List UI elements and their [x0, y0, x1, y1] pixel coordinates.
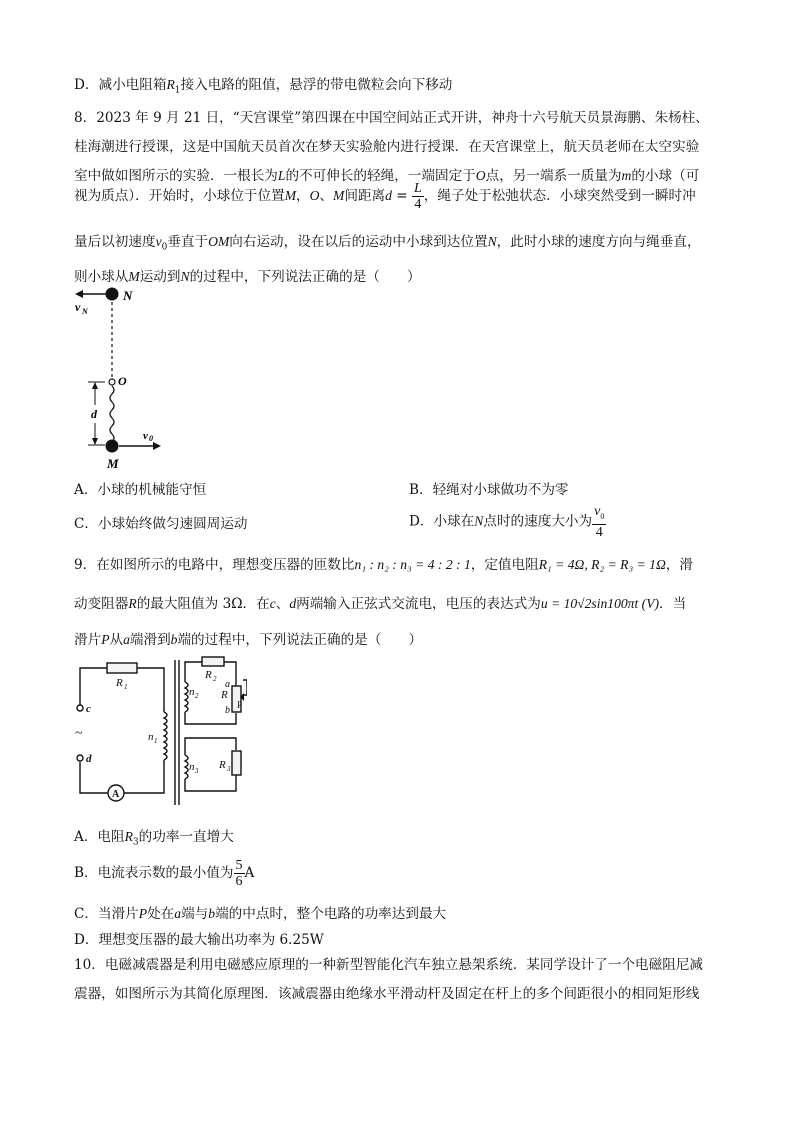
svg-text:2: 2	[213, 675, 217, 683]
svg-text:2: 2	[195, 692, 199, 700]
q9-option-b[interactable]: B．电流表示数的最小值为 $\frac{5}{6}$ A	[74, 858, 255, 889]
ball-m	[106, 440, 119, 453]
ball-n	[106, 288, 119, 301]
d-label: d	[91, 407, 97, 421]
q8-line1: 8．2023 年 9 月 21 日，“天宫课堂”第四课在中国空间站正式开讲，神舟十六号航天员景海鹏、朱杨柱、	[74, 110, 709, 126]
q9-circuit-figure	[72, 650, 247, 810]
r1-resistor	[107, 663, 137, 673]
svg-text:3: 3	[227, 765, 231, 773]
slack-rope	[110, 386, 114, 442]
q8-option-d[interactable]: D．小球在N点时的速度大小为 $\frac{v_0}{4}$	[409, 504, 605, 540]
q8-option-b[interactable]: B．轻绳对小球做功不为零	[409, 482, 569, 498]
q8-line6: 则小球从M运动到N的过程中，下列说法正确的是（ ）	[74, 269, 421, 285]
point-o	[109, 379, 115, 385]
svg-text:A: A	[112, 789, 120, 800]
d-label: d	[86, 753, 92, 765]
n3-label: n	[189, 761, 195, 773]
n-label: N	[123, 288, 133, 303]
r1-label: R	[116, 677, 123, 689]
svg-text:N: N	[82, 307, 88, 316]
q9-option-c[interactable]: C．当滑片P处在a端与b端的中点时，整个电路的功率达到最大	[74, 906, 447, 922]
q9-line2: 动变阻器R的最大阻值为 3Ω．在c、d两端输入正弦式交流电，电压的表达式为u = 10√2sin100πt (V)．当	[74, 596, 687, 612]
ac-source-symbol: ~	[75, 726, 83, 741]
q8-option-c[interactable]: C．小球始终做匀速圆周运动	[74, 516, 248, 532]
n3-coil	[185, 755, 188, 779]
v0-label: v	[143, 430, 148, 442]
n1-coil	[164, 712, 167, 760]
q9-line1: 9．在如图所示的电路中，理想变压器的匝数比n₁ : n₂ : n₃ = 4 : 2 : 1，定值电阻R₁ = 4Ω, R₂ = R₃ = 1Ω，滑	[74, 557, 693, 573]
q8-line3: 室中做如图所示的实验．一根长为L的不可伸长的轻绳，一端固定于O点，另一端系一质量为m的小球（可	[74, 168, 700, 184]
r-label: R	[221, 689, 228, 701]
q10-line1: 10．电磁减震器是利用电磁感应原理的一种新型智能化汽车独立悬架系统．某同学设计了一个电磁阻尼减	[74, 957, 704, 973]
vn-label: v	[75, 300, 81, 314]
svg-text:1: 1	[154, 737, 158, 745]
r1-symbol: R	[166, 77, 175, 92]
q9-option-d[interactable]: D．理想变压器的最大输出功率为 6.25W	[74, 932, 324, 948]
q9-option-a[interactable]: A．电阻$R_3$的功率一直增大	[74, 829, 234, 848]
svg-text:1: 1	[124, 683, 128, 691]
svg-text:a: a	[225, 679, 230, 690]
n2-coil	[185, 682, 188, 712]
q10-line2: 震器，如图所示为其简化原理图．该减震器由绝缘水平滑动杆及固定在杆上的多个间距很小的相同矩形线	[74, 986, 700, 1002]
n2-label: n	[189, 686, 195, 698]
o-label: O	[118, 374, 127, 388]
r1-sub: 1	[174, 85, 181, 96]
r2-resistor	[202, 657, 224, 666]
q8-line4: 视为质点）．开始时，小球位于位置M，O、M间距离d = $\frac{L}{4}$ ，绳子处于松弛状态．小球突然受到一瞬时冲	[74, 181, 696, 212]
n1-label: n	[148, 731, 154, 743]
r3-resistor	[232, 751, 241, 775]
q7-optd-text2: 接入电路的阻值，悬浮的带电微粒会向下移动	[180, 77, 453, 93]
svg-text:3: 3	[195, 767, 199, 775]
m-label: M	[107, 456, 119, 471]
svg-text:P: P	[237, 700, 243, 710]
svg-text:0: 0	[149, 434, 153, 443]
q8-optd-fraction: $\frac{v_0}{4}$	[594, 504, 605, 540]
q8-figure	[70, 285, 170, 473]
r2-label: R	[205, 669, 212, 681]
q8-fraction-l-over-4: $\frac{L}{4}$	[414, 181, 422, 212]
c-label: c	[86, 703, 91, 715]
r3-label: R	[219, 759, 226, 771]
q9-optb-fraction: $\frac{5}{6}$	[235, 858, 243, 889]
q7-optd-text: D．减小电阻箱	[74, 77, 167, 93]
q8-line2: 桂海潮进行授课，这是中国航天员首次在梦天实验舱内进行授课．在天宫课堂上，航天员老师在太空实验	[74, 139, 700, 155]
q7-option-d[interactable]	[74, 73, 452, 96]
svg-text:b: b	[225, 705, 230, 716]
q8-line5: 量后以初速度$v_0$垂直于OM向右运动，设在以后的运动中小球到达位置N，此时小球的速度方向与绳垂直，	[74, 234, 701, 253]
q8-option-a[interactable]: A．小球的机械能守恒	[74, 482, 207, 498]
q9-line3: 滑片P从a端滑到b端的过程中，下列说法正确的是（ ）	[74, 632, 423, 648]
